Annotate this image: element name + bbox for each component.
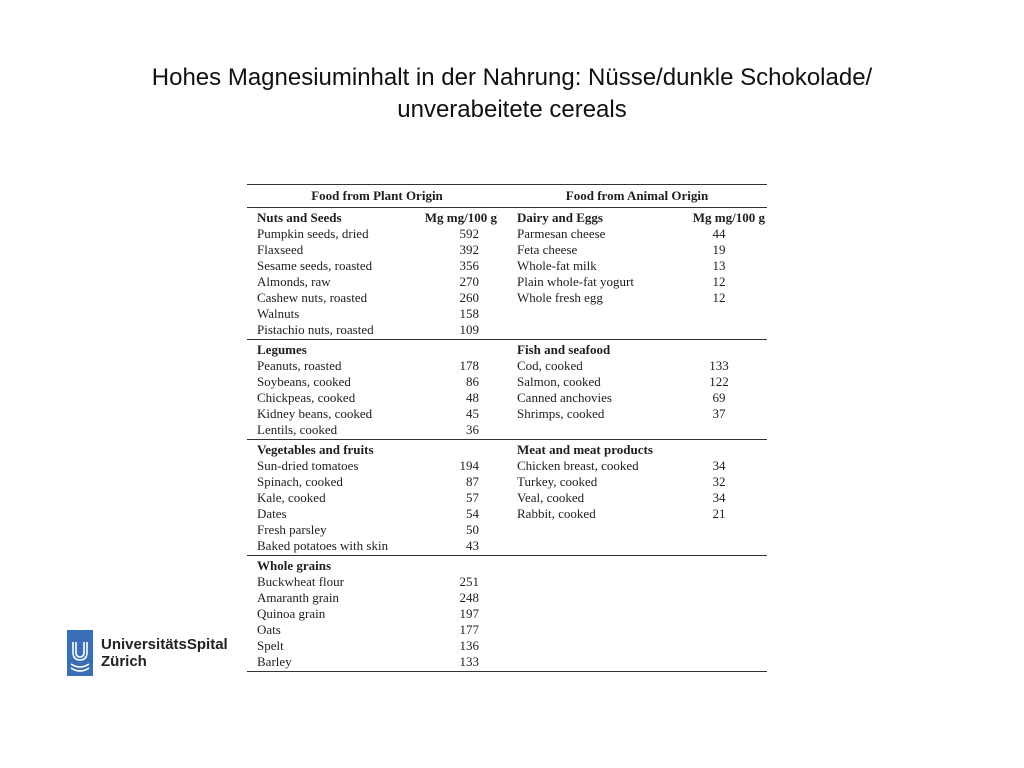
food-row <box>517 258 767 274</box>
category-title: Whole grains <box>257 558 332 573</box>
food-name: Parmesan cheese <box>517 226 606 241</box>
food-row <box>257 574 507 590</box>
food-row <box>517 374 767 390</box>
magnesium-value: 13 <box>712 258 726 273</box>
magnesium-value: 133 <box>709 358 729 373</box>
logo-text <box>101 636 228 670</box>
food-name: Oats <box>257 622 281 637</box>
food-name: Dates <box>257 506 287 521</box>
animal-column <box>507 442 767 554</box>
table-section <box>247 440 767 556</box>
plant-column <box>247 442 507 554</box>
magnesium-value: 260 <box>459 290 479 305</box>
food-name: Shrimps, cooked <box>517 406 605 421</box>
food-row <box>517 290 767 306</box>
category-title: Vegetables and fruits <box>257 442 374 457</box>
food-name: Fresh parsley <box>257 522 327 537</box>
magnesium-value: 177 <box>459 622 479 637</box>
food-row <box>257 306 507 322</box>
magnesium-value: 32 <box>712 474 726 489</box>
category-title: Nuts and Seeds <box>257 210 342 225</box>
magnesium-value: 37 <box>712 406 726 421</box>
magnesium-value: 392 <box>459 242 479 257</box>
food-name: Flaxseed <box>257 242 304 257</box>
magnesium-value: 21 <box>712 506 726 521</box>
magnesium-value: 251 <box>459 574 479 589</box>
food-row <box>257 258 507 274</box>
food-row <box>257 322 507 338</box>
category-header-row <box>257 210 507 226</box>
food-name: Barley <box>257 654 292 669</box>
food-name: Cashew nuts, roasted <box>257 290 368 305</box>
category-title: Meat and meat products <box>517 442 653 457</box>
food-name: Whole-fat milk <box>517 258 597 273</box>
food-name: Peanuts, roasted <box>257 358 342 373</box>
food-row <box>257 290 507 306</box>
magnesium-value: 178 <box>459 358 479 373</box>
food-row <box>257 522 507 538</box>
animal-column <box>507 342 767 438</box>
food-row <box>517 242 767 258</box>
plant-origin-header: Food from Plant Origin <box>311 188 443 203</box>
food-row <box>517 274 767 290</box>
category-title: Fish and seafood <box>517 342 611 357</box>
food-row <box>517 490 767 506</box>
food-row <box>517 406 767 422</box>
category-header-row <box>517 210 767 226</box>
food-name: Kidney beans, cooked <box>257 406 373 421</box>
magnesium-table <box>247 184 767 672</box>
unit-label: Mg mg/100 g <box>692 210 765 225</box>
magnesium-value: 19 <box>712 242 726 257</box>
magnesium-value: 248 <box>459 590 479 605</box>
magnesium-value: 50 <box>466 522 479 537</box>
magnesium-value: 12 <box>712 290 726 305</box>
food-row <box>257 422 507 438</box>
food-name: Pistachio nuts, roasted <box>257 322 374 337</box>
title-line-2: unverabeitete cereals <box>397 96 627 123</box>
magnesium-value: 270 <box>459 274 479 289</box>
food-name: Quinoa grain <box>257 606 326 621</box>
table-body <box>247 208 767 672</box>
food-name: Plain whole-fat yogurt <box>517 274 634 289</box>
food-row <box>257 590 507 606</box>
magnesium-value: 34 <box>712 490 726 505</box>
food-name: Buckwheat flour <box>257 574 345 589</box>
category-title: Dairy and Eggs <box>517 210 603 225</box>
magnesium-value: 356 <box>459 258 479 273</box>
food-row <box>517 458 767 474</box>
magnesium-value: 86 <box>466 374 479 389</box>
food-row <box>257 654 507 670</box>
magnesium-value: 45 <box>466 406 479 421</box>
magnesium-value: 87 <box>466 474 479 489</box>
slide-title <box>60 62 964 126</box>
logo-line-2: Zürich <box>101 653 147 670</box>
food-row <box>257 374 507 390</box>
magnesium-value: 197 <box>459 606 479 621</box>
food-row <box>257 474 507 490</box>
magnesium-value: 133 <box>459 654 479 669</box>
table-section <box>247 556 767 672</box>
food-row <box>257 638 507 654</box>
category-header-row <box>257 342 507 358</box>
food-row <box>517 506 767 522</box>
food-row <box>257 622 507 638</box>
food-name: Feta cheese <box>517 242 578 257</box>
food-row <box>257 274 507 290</box>
magnesium-value: 194 <box>459 458 479 473</box>
animal-origin-header: Food from Animal Origin <box>565 188 709 203</box>
food-row <box>257 406 507 422</box>
food-row <box>257 458 507 474</box>
food-name: Turkey, cooked <box>517 474 598 489</box>
plant-column <box>247 558 507 670</box>
magnesium-value: 12 <box>712 274 726 289</box>
food-name: Sesame seeds, roasted <box>257 258 373 273</box>
food-name: Spinach, cooked <box>257 474 343 489</box>
food-row <box>257 226 507 242</box>
food-name: Walnuts <box>257 306 300 321</box>
food-name: Lentils, cooked <box>257 422 338 437</box>
food-name: Pumpkin seeds, dried <box>257 226 369 241</box>
magnesium-value: 158 <box>459 306 479 321</box>
food-name: Chicken breast, cooked <box>517 458 639 473</box>
food-name: Kale, cooked <box>257 490 326 505</box>
plant-column <box>247 342 507 438</box>
food-row <box>257 606 507 622</box>
table-section <box>247 208 767 340</box>
category-header-row <box>517 342 767 358</box>
food-row <box>257 390 507 406</box>
food-row <box>257 506 507 522</box>
table-column-headers <box>247 184 767 208</box>
plant-column <box>247 210 507 338</box>
food-name: Baked potatoes with skin <box>257 538 389 553</box>
logo-line-1: UniversitätsSpital <box>101 636 228 653</box>
magnesium-value: 54 <box>466 506 479 521</box>
magnesium-value: 592 <box>459 226 479 241</box>
magnesium-value: 34 <box>712 458 726 473</box>
magnesium-value: 136 <box>459 638 479 653</box>
hospital-logo <box>67 630 228 676</box>
logo-mark-icon <box>67 630 93 676</box>
magnesium-value: 109 <box>459 322 479 337</box>
food-row <box>257 490 507 506</box>
magnesium-value: 122 <box>709 374 729 389</box>
food-row <box>257 242 507 258</box>
animal-column <box>507 210 767 338</box>
food-name: Cod, cooked <box>517 358 583 373</box>
magnesium-value: 43 <box>466 538 479 553</box>
category-header-row <box>257 442 507 458</box>
food-row <box>257 358 507 374</box>
food-name: Almonds, raw <box>257 274 331 289</box>
food-name: Veal, cooked <box>517 490 585 505</box>
magnesium-value: 57 <box>466 490 479 505</box>
food-name: Chickpeas, cooked <box>257 390 356 405</box>
food-name: Spelt <box>257 638 284 653</box>
food-row <box>517 390 767 406</box>
food-row <box>517 226 767 242</box>
magnesium-value: 44 <box>712 226 726 241</box>
category-title: Legumes <box>257 342 307 357</box>
unit-label: Mg mg/100 g <box>424 210 497 225</box>
food-row <box>517 474 767 490</box>
food-name: Canned anchovies <box>517 390 612 405</box>
category-header-row <box>257 558 507 574</box>
food-row <box>517 358 767 374</box>
food-name: Soybeans, cooked <box>257 374 351 389</box>
food-name: Salmon, cooked <box>517 374 601 389</box>
category-header-row <box>517 442 767 458</box>
food-name: Amaranth grain <box>257 590 339 605</box>
magnesium-value: 69 <box>712 390 726 405</box>
title-line-1: Hohes Magnesiuminhalt in der Nahrung: Nüsse/dunkle Schokolade/ <box>151 64 873 91</box>
food-name: Whole fresh egg <box>517 290 603 305</box>
food-row <box>257 538 507 554</box>
animal-column <box>507 558 767 670</box>
magnesium-value: 36 <box>466 422 479 437</box>
magnesium-value: 48 <box>466 390 479 405</box>
food-name: Sun-dried tomatoes <box>257 458 359 473</box>
food-name: Rabbit, cooked <box>517 506 596 521</box>
table-section <box>247 340 767 440</box>
